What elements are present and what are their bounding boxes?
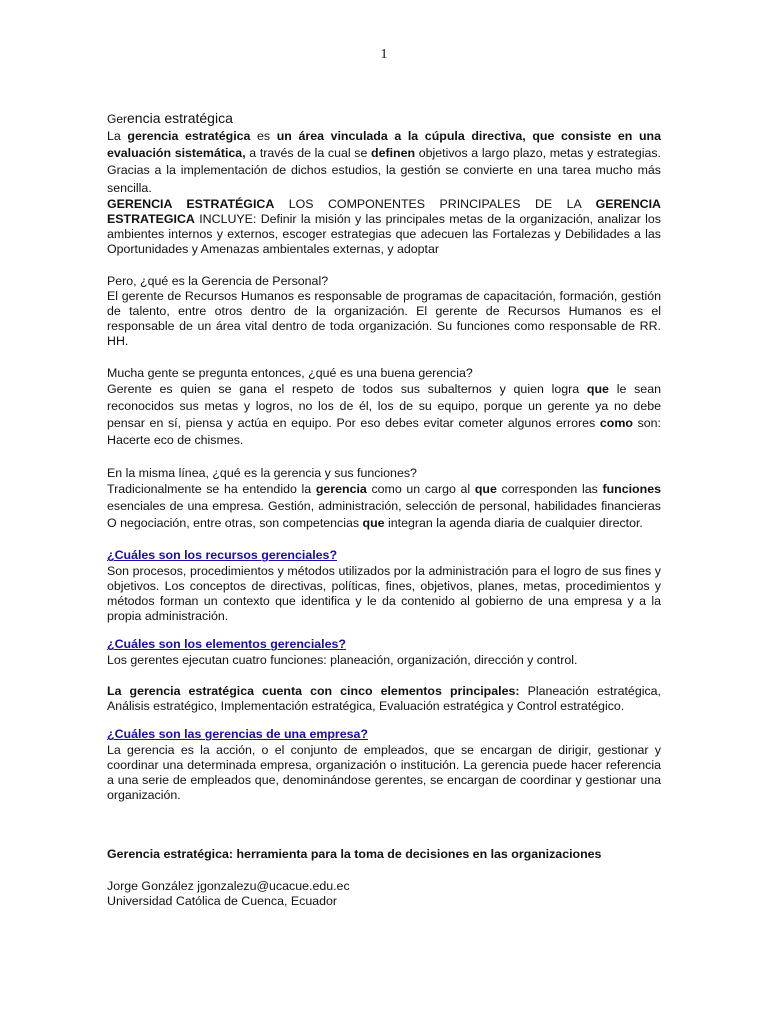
page-number: 1 bbox=[380, 47, 388, 62]
company-management-answer: La gerencia es la acción, o el conjunto de empleados, que se encargan de dirigir, gestionar y coordinar una determinada empresa, organización o institución. La gerencia puede hacer referencia a una serie de empleados que, denominándose gerentes, se encargan de coordinar y gestionar una organización. bbox=[107, 742, 661, 803]
document-body bbox=[107, 110, 661, 909]
personnel-answer: El gerente de Recursos Humanos es responsable de programas de capacitación, formación, gestión de talento, entre otros dentro de la organización. El gerente de Recursos Humanos es el responsable de un área vital dentro de toda organización. Su funciones como responsable de RR. HH. bbox=[107, 288, 661, 349]
source-heading: Gerencia estratégica: herramienta para la toma de decisiones en las organizaciones bbox=[107, 847, 602, 862]
good-management-answer: Gerente es quien se gana el respeto de todos sus subalternos y quien logra que le sean reconocidos sus metas y logros, no los de él, los de su equipo, porque un gerente ya no debe pensar en sí, piensa y actúa en equipo. Por eso debes evitar cometer algunos errores como son: Hacerte eco de chismes. bbox=[107, 381, 661, 448]
five-elements-paragraph: La gerencia estratégica cuenta con cinco elementos principales: Planeación estratégica, Análisis estratégico, Implementación estratégica, Evaluación estratégica y Control estratégico. bbox=[107, 683, 661, 714]
company-management-question-link[interactable]: ¿Cuáles son las gerencias de una empresa? bbox=[107, 727, 368, 742]
author-line: Jorge González jgonzalezu@ucacue.edu.ec bbox=[107, 878, 350, 893]
elements-answer: Los gerentes ejecutan cuatro funciones: planeación, organización, dirección y control. bbox=[107, 652, 578, 667]
intro-paragraph: La gerencia estratégica es un área vinculada a la cúpula directiva, que consiste en una evaluación sistemática, a través de la cual se definen objetivos a largo plazo, metas y estrategias. Gracias a la implementación de dichos estudios, la gestión se convierte en una tarea mucho más sencilla. bbox=[107, 129, 661, 195]
personnel-question: Pero, ¿qué es la Gerencia de Personal? bbox=[107, 273, 329, 288]
document-title: Gerencia estratégica bbox=[107, 110, 233, 126]
institution-line: Universidad Católica de Cuenca, Ecuador bbox=[107, 893, 338, 908]
good-management-question: Mucha gente se pregunta entonces, ¿qué es una buena gerencia? bbox=[107, 365, 473, 380]
resources-question-link[interactable]: ¿Cuáles son los recursos gerenciales? bbox=[107, 548, 338, 563]
components-paragraph: GERENCIA ESTRATÉGICA LOS COMPONENTES PRINCIPALES DE LA GERENCIA ESTRATEGICA INCLUYE: Definir la misión y las principales metas de la organización, analizar los ambientes internos y externos, escoger estrategias que adecuen las Fortalezas y Debilidades a las Oportunidades y Amenazas ambientales externas, y adoptar bbox=[107, 196, 661, 257]
functions-answer: Tradicionalmente se ha entendido la gerencia como un cargo al que corresponden las funciones esenciales de una empresa. Gestión, administración, selección de personal, habilidades financieras O negociación, entre otras, son competencias que integran la agenda diaria de cualquier director. bbox=[107, 481, 661, 531]
resources-answer: Son procesos, procedimientos y métodos utilizados por la administración para el logro de sus fines y objetivos. Los conceptos de directivas, políticas, fines, objetivos, planes, metas, procedimientos y métodos forman un contexto que identifica y le da contenido al gobierno de una empresa y a la propia administración. bbox=[107, 563, 661, 624]
functions-question: En la misma línea, ¿qué es la gerencia y sus funciones? bbox=[107, 465, 417, 480]
elements-question-link[interactable]: ¿Cuáles son los elementos gerenciales? bbox=[107, 637, 346, 652]
